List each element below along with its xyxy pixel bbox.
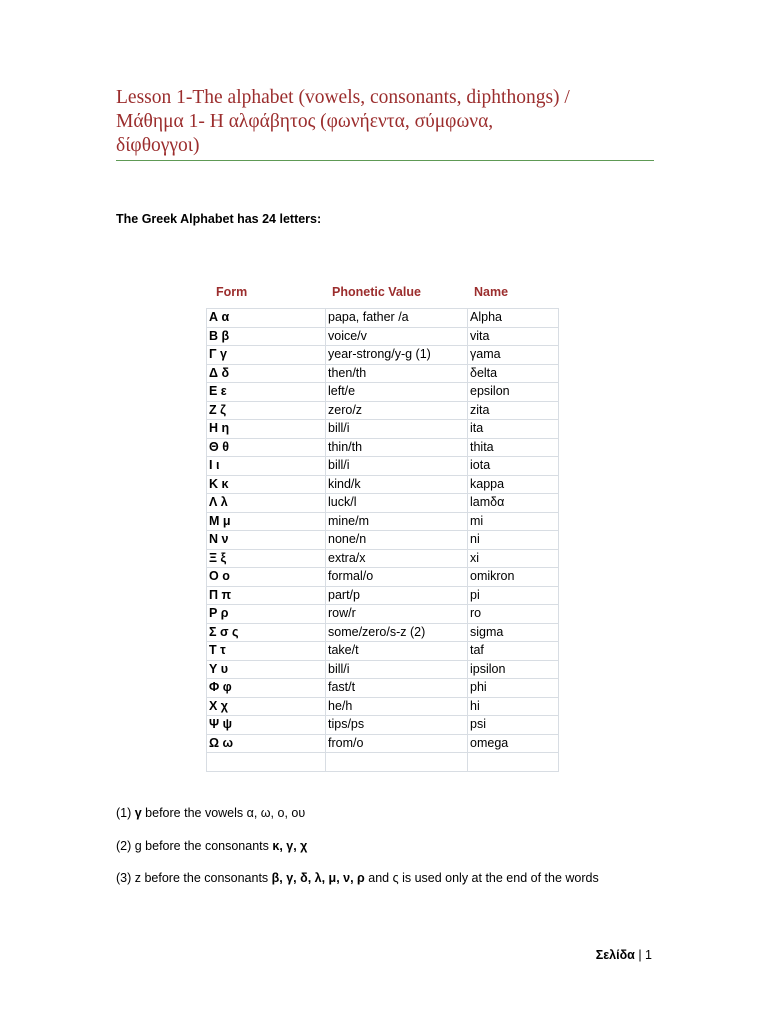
letter-name-cell: mi <box>468 512 559 531</box>
note-2 <box>116 836 656 857</box>
phonetic-value-cell: from/o <box>326 734 468 753</box>
letter-form-cell: Ω ω <box>207 734 326 753</box>
phonetic-value-cell: fast/t <box>326 679 468 698</box>
table-row <box>207 642 559 661</box>
letter-name-cell: δelta <box>468 364 559 383</box>
table-row <box>207 531 559 550</box>
intro-text: The Greek Alphabet has 24 letters: <box>116 212 322 226</box>
footer-label: Σελίδα <box>595 948 635 962</box>
title-line-2: Μάθημα 1- Η αλφάβητος (φωνήεντα, σύμφωνα, <box>116 111 494 132</box>
letter-form-cell: Φ φ <box>207 679 326 698</box>
table-row <box>207 623 559 642</box>
title-line-3: δίφθογγοι) <box>116 135 200 156</box>
phonetic-value-cell: kind/k <box>326 475 468 494</box>
table-row <box>207 309 559 328</box>
letter-name-cell <box>468 753 559 772</box>
phonetic-value-cell: then/th <box>326 364 468 383</box>
letter-form-cell: Λ λ <box>207 494 326 513</box>
phonetic-value-cell: bill/i <box>326 457 468 476</box>
letter-name-cell: taf <box>468 642 559 661</box>
letter-name-cell: sigma <box>468 623 559 642</box>
table-row <box>207 586 559 605</box>
phonetic-value-cell: papa, father /a <box>326 309 468 328</box>
note-1-prefix: (1) <box>116 806 135 820</box>
phonetic-value-cell: tips/ps <box>326 716 468 735</box>
letter-name-cell: ni <box>468 531 559 550</box>
letter-form-cell: Ε ε <box>207 383 326 402</box>
phonetic-value-cell: thin/th <box>326 438 468 457</box>
phonetic-value-cell: luck/l <box>326 494 468 513</box>
alphabet-table <box>206 308 559 772</box>
letter-name-cell: omikron <box>468 568 559 587</box>
phonetic-value-cell: some/zero/s-z (2) <box>326 623 468 642</box>
letter-form-cell: Τ τ <box>207 642 326 661</box>
table-row <box>207 734 559 753</box>
table-row <box>207 716 559 735</box>
letter-name-cell: phi <box>468 679 559 698</box>
table-row <box>207 346 559 365</box>
letter-name-cell: epsilon <box>468 383 559 402</box>
letter-form-cell: Ρ ρ <box>207 605 326 624</box>
column-header-name: Name <box>474 285 509 299</box>
letter-form-cell: Ψ ψ <box>207 716 326 735</box>
column-header-phonetic: Phonetic Value <box>332 285 421 299</box>
letter-name-cell: ro <box>468 605 559 624</box>
letter-form-cell: Η η <box>207 420 326 439</box>
phonetic-value-cell <box>326 753 468 772</box>
note-3-bold: β, γ, δ, λ, μ, ν, ρ <box>271 871 365 885</box>
letter-name-cell: hi <box>468 697 559 716</box>
letter-name-cell: γama <box>468 346 559 365</box>
letter-name-cell: thita <box>468 438 559 457</box>
phonetic-value-cell: formal/o <box>326 568 468 587</box>
note-3-rest: and ς is used only at the end of the words <box>364 871 599 885</box>
letter-name-cell: vita <box>468 327 559 346</box>
letter-name-cell: omega <box>468 734 559 753</box>
table-row <box>207 697 559 716</box>
letter-form-cell: Δ δ <box>207 364 326 383</box>
phonetic-value-cell: mine/m <box>326 512 468 531</box>
page-number: 1 <box>645 948 652 962</box>
table-row <box>207 549 559 568</box>
letter-name-cell: zita <box>468 401 559 420</box>
note-3-prefix: (3) z before the consonants <box>116 871 272 885</box>
note-1-bold: γ <box>134 806 142 820</box>
letter-form-cell: Ζ ζ <box>207 401 326 420</box>
table-row <box>207 753 559 772</box>
table-row <box>207 679 559 698</box>
letter-name-cell: lamδα <box>468 494 559 513</box>
table-row <box>207 438 559 457</box>
letter-name-cell: iota <box>468 457 559 476</box>
phonetic-value-cell: he/h <box>326 697 468 716</box>
letter-form-cell: Κ κ <box>207 475 326 494</box>
table-row <box>207 660 559 679</box>
phonetic-value-cell: extra/x <box>326 549 468 568</box>
table-row <box>207 327 559 346</box>
phonetic-value-cell: none/n <box>326 531 468 550</box>
letter-form-cell: Ο ο <box>207 568 326 587</box>
phonetic-value-cell: year-strong/y-g (1) <box>326 346 468 365</box>
letter-form-cell: Μ μ <box>207 512 326 531</box>
phonetic-value-cell: zero/z <box>326 401 468 420</box>
letter-name-cell: kappa <box>468 475 559 494</box>
letter-form-cell: Ξ ξ <box>207 549 326 568</box>
table-row <box>207 494 559 513</box>
table-row <box>207 364 559 383</box>
phonetic-value-cell: voice/v <box>326 327 468 346</box>
note-3 <box>116 868 656 889</box>
table-row <box>207 457 559 476</box>
note-2-bold: κ, γ, χ <box>272 839 308 853</box>
footer-separator: | <box>634 948 646 962</box>
letter-form-cell: Ν ν <box>207 531 326 550</box>
column-header-form: Form <box>216 285 248 299</box>
letter-form-cell: Ι ι <box>207 457 326 476</box>
title-line-1: Lesson 1-The alphabet (vowels, consonants, diphthongs) / <box>116 87 570 108</box>
letter-form-cell: Υ υ <box>207 660 326 679</box>
letter-form-cell: Π π <box>207 586 326 605</box>
table-row <box>207 383 559 402</box>
table-row <box>207 475 559 494</box>
phonetic-value-cell: part/p <box>326 586 468 605</box>
letter-form-cell: Σ σ ς <box>207 623 326 642</box>
letter-form-cell: Γ γ <box>207 346 326 365</box>
table-row <box>207 512 559 531</box>
phonetic-value-cell: bill/i <box>326 660 468 679</box>
note-1 <box>116 803 656 824</box>
letter-form-cell <box>207 753 326 772</box>
letter-form-cell: Α α <box>207 309 326 328</box>
note-1-rest: before the vowels α, ω, ο, ου <box>141 806 306 820</box>
letter-name-cell: ipsilon <box>468 660 559 679</box>
phonetic-value-cell: row/r <box>326 605 468 624</box>
phonetic-value-cell: take/t <box>326 642 468 661</box>
note-2-prefix: (2) g before the consonants <box>116 839 273 853</box>
letter-form-cell: Θ θ <box>207 438 326 457</box>
phonetic-value-cell: left/e <box>326 383 468 402</box>
letter-form-cell: Χ χ <box>207 697 326 716</box>
letter-form-cell: Β β <box>207 327 326 346</box>
letter-name-cell: Alpha <box>468 309 559 328</box>
lesson-title <box>116 86 656 158</box>
page-footer <box>560 948 652 962</box>
table-row <box>207 605 559 624</box>
table-row <box>207 401 559 420</box>
letter-name-cell: psi <box>468 716 559 735</box>
phonetic-value-cell: bill/i <box>326 420 468 439</box>
title-underline <box>116 160 654 161</box>
table-row <box>207 568 559 587</box>
letter-name-cell: pi <box>468 586 559 605</box>
table-row <box>207 420 559 439</box>
letter-name-cell: ita <box>468 420 559 439</box>
letter-name-cell: xi <box>468 549 559 568</box>
